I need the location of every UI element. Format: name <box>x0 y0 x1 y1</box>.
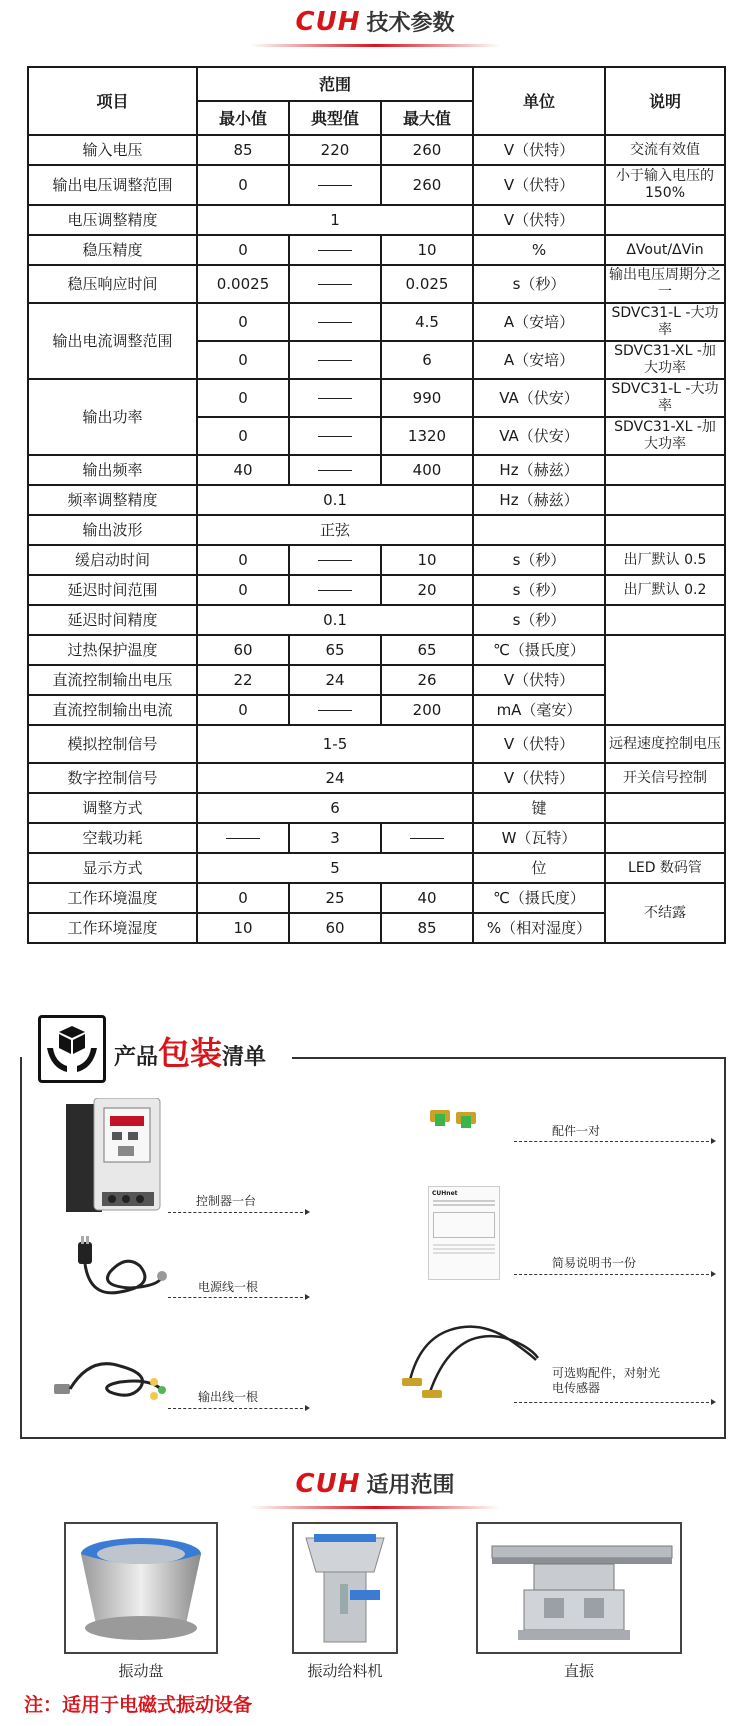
range-typ <box>289 455 381 485</box>
note-cell: SDVC31-L -大功率 <box>605 379 725 417</box>
range-min <box>197 823 289 853</box>
param-name: 电压调整精度 <box>28 205 197 235</box>
range-max: 990 <box>381 379 473 417</box>
param-name: 直流控制输出电流 <box>28 695 197 725</box>
note-cell: 小于输入电压的 150% <box>605 165 725 205</box>
range-typ <box>289 341 381 379</box>
apps-section-header <box>0 1468 750 1499</box>
section-title: 技术参数 <box>366 11 455 36</box>
dash-mark <box>318 284 352 285</box>
dash-mark <box>318 710 352 711</box>
header-item: 项目 <box>28 67 197 135</box>
range-typ <box>289 265 381 303</box>
param-name: 过热保护温度 <box>28 635 197 665</box>
range-max: 26 <box>381 665 473 695</box>
range-min: 0 <box>197 235 289 265</box>
range-typ <box>289 235 381 265</box>
range-value: 6 <box>197 793 473 823</box>
header-typ: 典型值 <box>289 101 381 135</box>
param-name: 缓启动时间 <box>28 545 197 575</box>
range-max: 65 <box>381 635 473 665</box>
unit-cell: V（伏特） <box>473 165 605 205</box>
range-max: 85 <box>381 913 473 943</box>
footnote: 注：适用于电磁式振动设备 <box>24 1694 253 1716</box>
param-name: 工作环境温度 <box>28 883 197 913</box>
range-typ: 60 <box>289 913 381 943</box>
range-value: 1-5 <box>197 725 473 763</box>
range-min: 0 <box>197 303 289 341</box>
dash-mark <box>410 838 444 839</box>
header-unit: 单位 <box>473 67 605 135</box>
unit-cell: s（秒） <box>473 545 605 575</box>
brand-logo: CUH <box>295 7 361 37</box>
range-typ <box>289 417 381 455</box>
table-row <box>28 515 725 545</box>
table-row <box>28 853 725 883</box>
manual-image <box>428 1186 500 1280</box>
range-max: 0.025 <box>381 265 473 303</box>
param-name: 输出电流调整范围 <box>28 303 197 379</box>
dash-mark <box>318 250 352 251</box>
range-max: 1320 <box>381 417 473 455</box>
controller-image <box>66 1098 162 1216</box>
range-min: 22 <box>197 665 289 695</box>
range-min: 10 <box>197 913 289 943</box>
unit-cell: Hz（赫兹） <box>473 455 605 485</box>
table-row <box>28 575 725 605</box>
section-title: 适用范围 <box>366 1473 455 1498</box>
note-cell: 远程速度控制电压 <box>605 725 725 763</box>
spec-table <box>27 66 726 944</box>
item-manual-line <box>514 1274 714 1275</box>
param-name: 工作环境湿度 <box>28 913 197 943</box>
range-min: 0 <box>197 575 289 605</box>
range-typ: 24 <box>289 665 381 695</box>
param-name: 延迟时间精度 <box>28 605 197 635</box>
table-row <box>28 165 725 205</box>
unit-cell: s（秒） <box>473 605 605 635</box>
unit-cell: ℃（摄氏度） <box>473 635 605 665</box>
param-name: 延迟时间范围 <box>28 575 197 605</box>
table-row <box>28 455 725 485</box>
spec-section-header <box>0 6 750 37</box>
table-row <box>28 793 725 823</box>
table-row <box>28 823 725 853</box>
dash-mark <box>318 560 352 561</box>
unit-cell: V（伏特） <box>473 763 605 793</box>
unit-cell: V（伏特） <box>473 135 605 165</box>
range-max: 10 <box>381 235 473 265</box>
packing-title-post: 清单 <box>222 1045 267 1070</box>
item-controller-line <box>168 1212 308 1213</box>
dash-mark <box>318 436 352 437</box>
range-typ: 65 <box>289 635 381 665</box>
dash-mark <box>318 185 352 186</box>
range-typ <box>289 303 381 341</box>
unit-cell: 位 <box>473 853 605 883</box>
param-name: 输出波形 <box>28 515 197 545</box>
power-cord-image <box>70 1236 170 1306</box>
sensor-image <box>400 1300 540 1400</box>
range-max: 400 <box>381 455 473 485</box>
table-row <box>28 235 725 265</box>
range-min: 0 <box>197 883 289 913</box>
table-row <box>28 763 725 793</box>
range-min: 0 <box>197 165 289 205</box>
unit-cell: 键 <box>473 793 605 823</box>
param-name: 数字控制信号 <box>28 763 197 793</box>
table-row <box>28 205 725 235</box>
range-max: 260 <box>381 165 473 205</box>
param-name: 直流控制输出电压 <box>28 665 197 695</box>
item-output-cord-line <box>168 1408 308 1409</box>
unit-cell <box>473 515 605 545</box>
param-name: 输出电压调整范围 <box>28 165 197 205</box>
table-header-row <box>28 67 725 101</box>
range-typ <box>289 575 381 605</box>
dash-mark <box>318 322 352 323</box>
unit-cell: %（相对湿度） <box>473 913 605 943</box>
range-min: 0 <box>197 545 289 575</box>
range-min: 85 <box>197 135 289 165</box>
app-caption-bowl: 振动盘 <box>118 1662 164 1680</box>
table-row <box>28 135 725 165</box>
note-cell: 不结露 <box>605 883 725 943</box>
note-cell <box>605 485 725 515</box>
unit-cell: V（伏特） <box>473 205 605 235</box>
unit-cell: s（秒） <box>473 265 605 303</box>
note-cell: 交流有效值 <box>605 135 725 165</box>
note-cell: 开关信号控制 <box>605 763 725 793</box>
item-sensor-label: 可选购配件，对射光电传感器 <box>552 1366 661 1395</box>
brand-logo: CUH <box>295 1469 361 1499</box>
range-min: 40 <box>197 455 289 485</box>
table-row <box>28 379 725 417</box>
dash-mark <box>318 360 352 361</box>
note-cell: SDVC31-XL -加大功率 <box>605 341 725 379</box>
item-power-cord-label: 电源线一根 <box>198 1280 259 1294</box>
range-min: 60 <box>197 635 289 665</box>
note-cell: LED 数码管 <box>605 853 725 883</box>
table-row <box>28 545 725 575</box>
range-min: 0 <box>197 341 289 379</box>
range-value: 0.1 <box>197 485 473 515</box>
table-row <box>28 883 725 913</box>
range-max: 200 <box>381 695 473 725</box>
note-cell <box>605 823 725 853</box>
range-typ <box>289 379 381 417</box>
item-power-cord-line <box>168 1297 308 1298</box>
item-fittings-line <box>514 1141 714 1142</box>
param-name: 输出频率 <box>28 455 197 485</box>
range-max: 10 <box>381 545 473 575</box>
unit-cell: A（安培） <box>473 341 605 379</box>
unit-cell: Hz（赫兹） <box>473 485 605 515</box>
unit-cell: VA（伏安） <box>473 379 605 417</box>
item-output-cord-label: 输出线一根 <box>198 1390 259 1404</box>
param-name: 模拟控制信号 <box>28 725 197 763</box>
app-caption-linear: 直振 <box>563 1662 594 1680</box>
note-cell <box>605 455 725 485</box>
range-typ <box>289 165 381 205</box>
param-name: 空载功耗 <box>28 823 197 853</box>
range-max: 20 <box>381 575 473 605</box>
unit-cell: VA（伏安） <box>473 417 605 455</box>
range-max: 6 <box>381 341 473 379</box>
param-name: 输入电压 <box>28 135 197 165</box>
range-typ: 220 <box>289 135 381 165</box>
header-divider <box>250 44 500 47</box>
note-cell <box>605 793 725 823</box>
dash-mark <box>318 470 352 471</box>
vibration-bowl-image <box>64 1522 218 1654</box>
unit-cell: A（安培） <box>473 303 605 341</box>
manual-brand: CUHnet <box>432 1190 458 1197</box>
unit-cell: V（伏特） <box>473 665 605 695</box>
range-typ <box>289 695 381 725</box>
range-min: 0 <box>197 695 289 725</box>
output-cord-image <box>50 1352 170 1408</box>
note-cell: SDVC31-L -大功率 <box>605 303 725 341</box>
unit-cell: V（伏特） <box>473 725 605 763</box>
item-sensor-line <box>514 1402 714 1403</box>
note-cell: 出厂默认 0.5 <box>605 545 725 575</box>
item-controller-label: 控制器一台 <box>196 1194 257 1208</box>
range-min: 0 <box>197 379 289 417</box>
note-cell: 输出电压周期分之一 <box>605 265 725 303</box>
packing-title-highlight: 包装 <box>158 1034 223 1072</box>
item-manual-label: 简易说明书一份 <box>552 1256 637 1270</box>
unit-cell: mA（毫安） <box>473 695 605 725</box>
note-cell: ΔVout/ΔVin <box>605 235 725 265</box>
range-value: 5 <box>197 853 473 883</box>
note-cell: 出厂默认 0.2 <box>605 575 725 605</box>
range-value: 0.1 <box>197 605 473 635</box>
unit-cell: s（秒） <box>473 575 605 605</box>
feeder-image <box>292 1522 398 1654</box>
table-row <box>28 265 725 303</box>
item-fittings-label: 配件一对 <box>552 1124 601 1138</box>
unit-cell: W（瓦特） <box>473 823 605 853</box>
note-cell <box>605 515 725 545</box>
header-min: 最小值 <box>197 101 289 135</box>
range-typ: 3 <box>289 823 381 853</box>
table-row <box>28 485 725 515</box>
range-max: 40 <box>381 883 473 913</box>
dash-mark <box>318 590 352 591</box>
range-max: 260 <box>381 135 473 165</box>
range-typ: 25 <box>289 883 381 913</box>
param-name: 输出功率 <box>28 379 197 455</box>
note-cell <box>605 205 725 235</box>
header-range: 范围 <box>197 67 473 101</box>
header-divider <box>250 1506 500 1509</box>
packing-title-pre: 产品 <box>114 1045 159 1070</box>
range-max <box>381 823 473 853</box>
note-cell: SDVC31-XL -加大功率 <box>605 417 725 455</box>
range-value: 正弦 <box>197 515 473 545</box>
table-row <box>28 605 725 635</box>
range-value: 24 <box>197 763 473 793</box>
param-name: 频率调整精度 <box>28 485 197 515</box>
unit-cell: % <box>473 235 605 265</box>
range-min: 0.0025 <box>197 265 289 303</box>
table-row <box>28 303 725 341</box>
fittings-image <box>428 1102 482 1138</box>
range-min: 0 <box>197 417 289 455</box>
range-max: 4.5 <box>381 303 473 341</box>
param-name: 调整方式 <box>28 793 197 823</box>
app-caption-feeder: 振动给料机 <box>307 1662 383 1680</box>
unit-cell: ℃（摄氏度） <box>473 883 605 913</box>
note-cell <box>605 605 725 635</box>
table-row <box>28 635 725 665</box>
param-name: 显示方式 <box>28 853 197 883</box>
note-cell <box>605 635 725 725</box>
range-value: 1 <box>197 205 473 235</box>
param-name: 稳压响应时间 <box>28 265 197 303</box>
header-max: 最大值 <box>381 101 473 135</box>
dash-mark <box>226 838 260 839</box>
dash-mark <box>318 398 352 399</box>
table-row <box>28 725 725 763</box>
header-note: 说明 <box>605 67 725 135</box>
linear-feeder-image <box>476 1522 682 1654</box>
range-typ <box>289 545 381 575</box>
param-name: 稳压精度 <box>28 235 197 265</box>
